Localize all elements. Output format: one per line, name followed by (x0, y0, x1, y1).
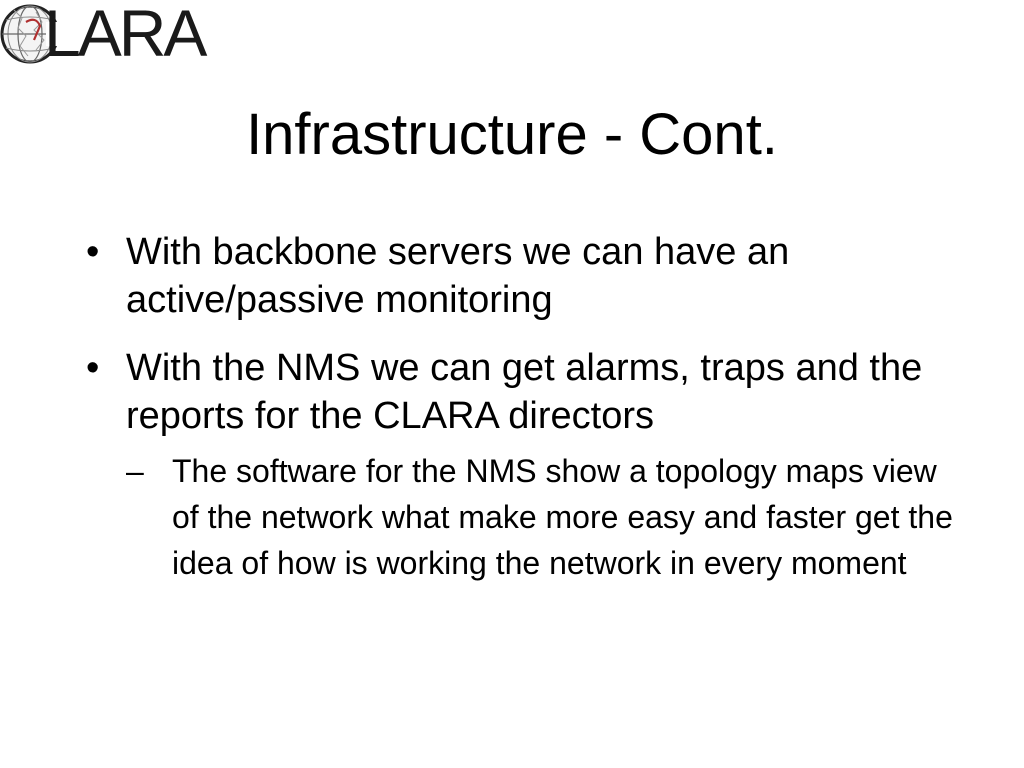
bullet-item (86, 344, 966, 440)
sub-bullet-item (126, 448, 966, 586)
slide-title: Infrastructure - Cont. (246, 102, 778, 167)
bullet-text: With backbone servers we can have an active/passive monitoring (126, 231, 790, 321)
bullet-list (86, 228, 966, 586)
bullet-mark: • (86, 231, 100, 273)
logo-text: LARA (44, 0, 205, 70)
bullet-text: With the NMS we can get alarms, traps and the reports for the CLARA directors (126, 347, 923, 437)
sub-bullet-text: The software for the NMS show a topology maps view of the network what make more easy and faster get the idea of how is working the network in every moment (172, 453, 953, 581)
sub-bullet-mark: – (126, 453, 144, 489)
bullet-item (86, 228, 966, 324)
clara-logo (0, 0, 220, 68)
bullet-mark: • (86, 347, 100, 389)
